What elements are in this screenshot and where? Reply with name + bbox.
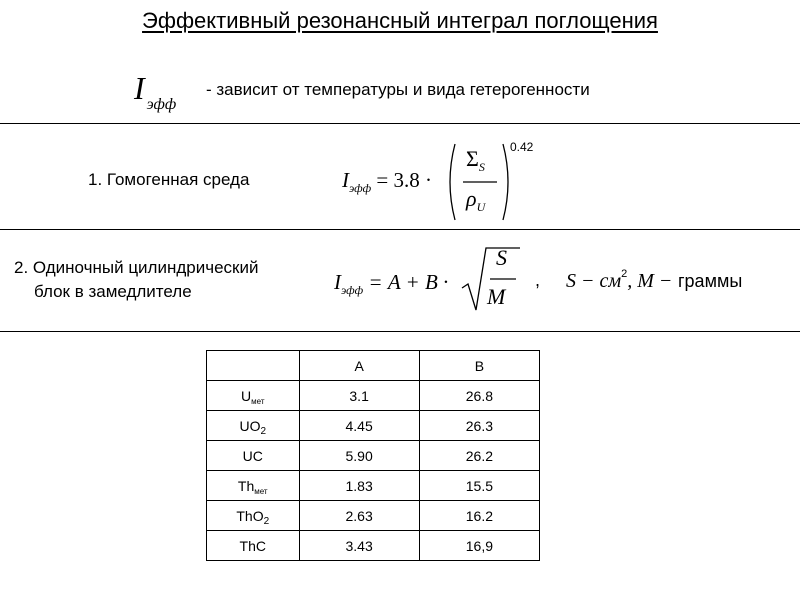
value-a-cell: 2.63 <box>299 501 419 531</box>
table-body <box>207 351 540 561</box>
m-definition: , M − <box>627 270 673 292</box>
intro-text: - зависит от температуры и вида гетерогенности <box>206 80 590 99</box>
m-unit: граммы <box>677 271 743 291</box>
sigma-sub: S <box>478 160 485 174</box>
table-row <box>207 501 540 531</box>
coefficients-table <box>206 350 540 561</box>
case2-label-line1: 2. Одиночный цилиндрический <box>14 258 259 277</box>
material-cell <box>207 471 300 501</box>
value-a-cell: 3.1 <box>299 381 419 411</box>
case2-comma: , <box>535 270 541 290</box>
header-cell-b: B <box>419 351 539 381</box>
material-subscript: мет <box>251 396 265 406</box>
case2-numerator: S <box>496 245 507 270</box>
material-subscript: 2 <box>263 515 270 527</box>
rho-symbol: ρ <box>466 186 477 211</box>
case2-i-symbol: I <box>334 270 341 294</box>
s-exponent: 2 <box>621 268 628 280</box>
page-title: Эффективный резонансный интеграл поглощения <box>142 8 658 33</box>
case2-denominator: M <box>487 284 506 309</box>
table-row <box>207 411 540 441</box>
divider-3 <box>0 331 800 332</box>
material-name: ThO <box>236 507 264 524</box>
case2-label-line2: блок в замедлителе <box>34 282 192 301</box>
sigma-symbol: Σ <box>466 146 479 171</box>
divider-1 <box>0 123 800 124</box>
case2-i-sub: эфф <box>341 283 364 297</box>
material-name: ThC <box>239 537 266 554</box>
case2-formula-lhs <box>334 270 448 295</box>
value-a-cell: 5.90 <box>299 441 419 471</box>
material-cell <box>207 531 300 561</box>
material-cell <box>207 381 300 411</box>
case1-equals-coef: = 3.8 · <box>376 168 433 192</box>
case2-rhs: = A + B · <box>368 270 449 294</box>
case1-formula-lhs <box>342 168 432 193</box>
material-cell <box>207 441 300 471</box>
value-a-cell: 1.83 <box>299 471 419 501</box>
s-definition: S − см <box>566 270 622 292</box>
value-b-cell: 16.2 <box>419 501 539 531</box>
case1-i-sub: эфф <box>349 181 372 195</box>
material-cell <box>207 501 300 531</box>
table-header-row <box>207 351 540 381</box>
table-row <box>207 441 540 471</box>
case1-i-symbol: I <box>342 168 349 192</box>
table-row <box>207 381 540 411</box>
value-b-cell: 16,9 <box>419 531 539 561</box>
value-b-cell: 26.3 <box>419 411 539 441</box>
value-a-cell: 4.45 <box>299 411 419 441</box>
value-b-cell: 15.5 <box>419 471 539 501</box>
value-b-cell: 26.2 <box>419 441 539 471</box>
material-name: UO <box>239 417 261 434</box>
table-row <box>207 531 540 561</box>
value-b-cell: 26.8 <box>419 381 539 411</box>
material-subscript: мет <box>254 486 268 496</box>
table-row <box>207 471 540 501</box>
material-name: UC <box>242 447 263 464</box>
i-eff-symbol <box>134 70 177 113</box>
i-symbol: I <box>134 70 145 106</box>
material-cell <box>207 411 300 441</box>
case1-denominator <box>466 186 485 212</box>
material-name: Th <box>237 477 255 494</box>
material-name: U <box>241 387 252 404</box>
case1-label: 1. Гомогенная среда <box>88 170 250 189</box>
case2-units <box>566 270 742 293</box>
material-subscript: 2 <box>260 425 267 437</box>
header-cell-a: A <box>299 351 419 381</box>
header-cell-empty <box>207 351 300 381</box>
case1-numerator <box>466 146 485 172</box>
case1-exponent: 0.42 <box>510 140 534 154</box>
rho-sub: U <box>476 200 486 214</box>
divider-2 <box>0 229 800 230</box>
i-eff-subscript: эфф <box>146 96 177 113</box>
value-a-cell: 3.43 <box>299 531 419 561</box>
